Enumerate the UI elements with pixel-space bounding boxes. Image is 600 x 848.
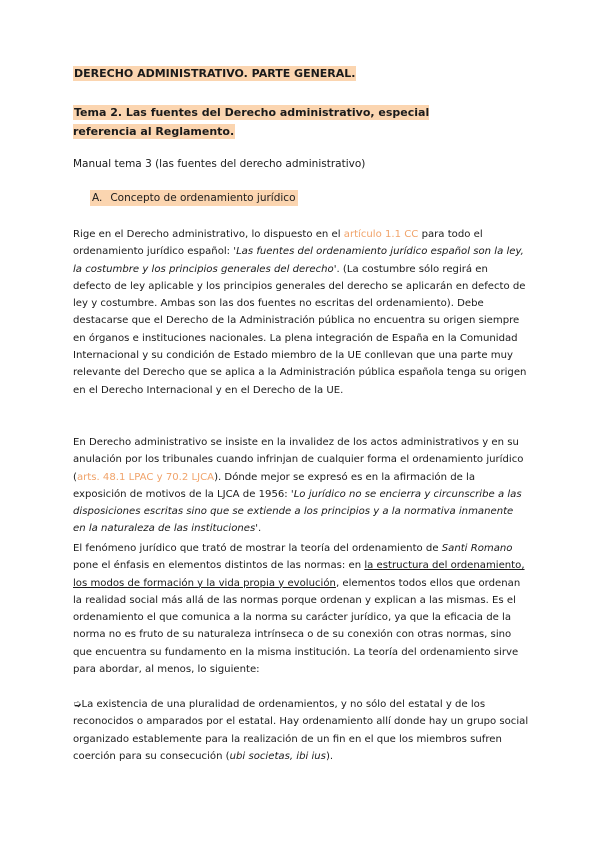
text: En Derecho administrativo se insiste en la invalidez de los actos administrativos y en su anulación por los tribunales cuando infrinjan de cualquier forma el ordenamiento jurídico (: [73, 437, 524, 483]
paragraph-4: [73, 696, 529, 765]
text: , elementos todos ellos que ordenan la realidad social más allá de las normas porque ordenan y explican a las mismas. Es el ordenamiento el que comunica a la norma su carácter jurídico, ya que la eficacia de la norma no es fruto de su naturaleza intrínseca o de su conexión con otras normas, sino que encuentra su fundamento en la misma institución. La teoría del ordenamiento sirve para abordar, al menos, lo siguiente:: [73, 577, 521, 676]
main-heading: DERECHO ADMINISTRATIVO. PARTE GENERAL.: [74, 67, 356, 80]
text: Rige en el Derecho administrativo, lo dispuesto en el: [73, 229, 344, 240]
reference-link[interactable]: artículo 1.1 CC: [343, 229, 419, 240]
latin-phrase: ubi societas, ibi ius: [229, 750, 326, 762]
text: ).: [325, 750, 334, 762]
text: '. (La costumbre sólo regirá en defecto de ley aplicable y los principios generales del derecho se aplicarán en defecto de ley y costumbre. Ambas son las dos fuentes no escritas del ordenamiento). Debe destacarse que el Derecho de la Administración pública no encuentra su origen siempre en órganos e instituciones nacionales. La plena integración de España en la Comunidad Internacional y su condición de Estado miembro de la UE conllevan que una parte muy relevante del Derecho que se aplica a la Administración pública española tenga su origen en el Derecho Internacional y en el Derecho de la UE.: [73, 263, 527, 396]
reference-link[interactable]: arts. 48.1 LPAC y 70.2 LJCA: [76, 471, 215, 483]
section-a-heading: [90, 190, 298, 206]
paragraph-2: [73, 434, 529, 538]
topic-heading-text: Tema 2. Las fuentes del Derecho administrativo, especial referencia al Reglamento.: [73, 106, 430, 138]
underlined-text: la estructura del ordenamiento, los modos de formación y la vida propia y evolución: [73, 560, 525, 589]
topic-heading: [73, 103, 493, 141]
text: pone el énfasis en elementos distintos de las normas: en: [73, 560, 365, 572]
paragraph-3: [73, 540, 529, 678]
text: La existencia de una pluralidad de ordenamientos, y no sólo del estatal y de los reconocidos o amparados por el estatal. Hay ordenamiento allí donde hay un grupo social organizado establemente para la realización de un fin en el que los miembros sufren coerción para su consecución (: [73, 699, 529, 762]
paragraph-1: [73, 226, 529, 399]
arrow-bullet-icon: ➭: [73, 699, 82, 710]
manual-note: Manual tema 3 (las fuentes del derecho administrativo): [73, 158, 366, 170]
section-title: Concepto de ordenamiento jurídico: [110, 192, 296, 204]
text: El fenómeno jurídico que trató de mostrar la teoría del ordenamiento de: [73, 543, 442, 554]
quote: Lo jurídico no se encierra y circunscribe a las disposiciones escritas sino que se extiende a los principios y a la normativa inmanente en la naturaleza de las instituciones: [73, 488, 522, 535]
text: para todo el ordenamiento jurídico español: ': [73, 229, 483, 258]
author-name: Santi Romano: [441, 543, 513, 554]
quote: Las fuentes del ordenamiento jurídico español son la ley, la costumbre y los principios generales del derecho: [73, 246, 524, 275]
text: '.: [255, 523, 262, 535]
section-letter: A.: [92, 192, 103, 204]
text: ). Dónde mejor se expresó es en la afirmación de la exposición de motivos de la LJCA de 1956: ': [73, 471, 476, 500]
